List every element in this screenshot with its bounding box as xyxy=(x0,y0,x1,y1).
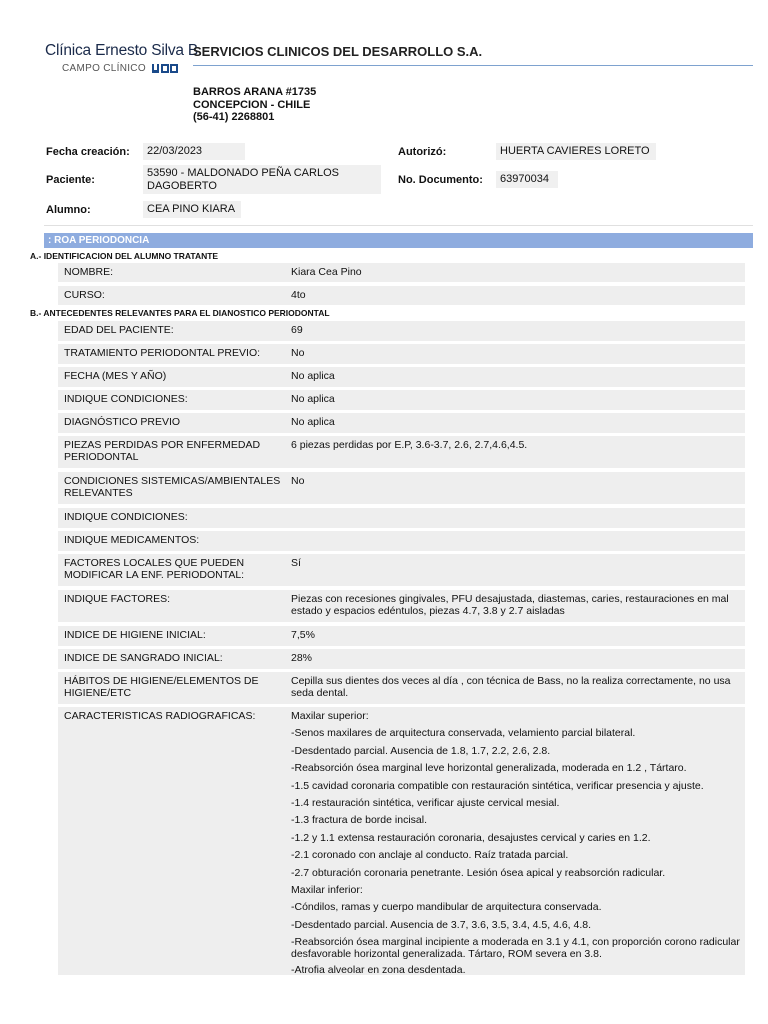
row-label: INDIQUE MEDICAMENTOS: xyxy=(64,534,200,546)
row-value: 28% xyxy=(291,652,313,664)
radio-line: -2.1 coronado con anclaje al conducto. Raíz tratada parcial. xyxy=(291,849,569,862)
row-value: Piezas con recesiones gingivales, PFU desajustada, diastemas, caries, restauraciones en mal estado y espacios edéntulos, piezas 4.7, 3.8 y 2.7 aisladas xyxy=(291,593,729,617)
radio-line: -1.4 restauración sintética, verificar ajuste cervical mesial. xyxy=(291,796,560,809)
form-row-medicamentos xyxy=(58,531,745,551)
row-label: INDIQUE CONDICIONES: xyxy=(64,511,188,523)
section-title: : ROA PERIODONCIA xyxy=(44,233,753,248)
row-value: No aplica xyxy=(291,370,335,382)
row-label: HÁBITOS DE HIGIENE/ELEMENTOS DE HIGIENE/ETC xyxy=(64,675,259,699)
form-row-edad xyxy=(58,321,745,341)
address-city: CONCEPCION - CHILE xyxy=(193,98,311,111)
radio-line: -1.2 y 1.1 extensa restauración coronaria, desajustes cervical y caries en 1.2. xyxy=(291,831,651,844)
row-label: PIEZAS PERDIDAS POR ENFERMEDAD PERIODONTAL xyxy=(64,439,261,463)
fecha-label: Fecha creación: xyxy=(46,146,130,158)
clinic-address xyxy=(193,86,316,124)
documento-label: No. Documento: xyxy=(398,174,483,186)
form-row-habitos xyxy=(58,672,745,704)
address-phone: (56-41) 2268801 xyxy=(193,111,275,123)
udd-logo-icon xyxy=(152,64,178,73)
clinic-logo-name: Clínica Ernesto Silva B. xyxy=(45,42,203,59)
row-label: NOMBRE: xyxy=(64,266,114,278)
campo-clinico-label: CAMPO CLÍNICO xyxy=(62,63,146,74)
paciente-label: Paciente: xyxy=(46,174,95,186)
row-label: INDIQUE FACTORES: xyxy=(64,593,170,605)
header-divider xyxy=(193,65,753,66)
row-label: TRATAMIENTO PERIODONTAL PREVIO: xyxy=(64,347,261,359)
radio-line: -Desdentado parcial. Ausencia de 3.7, 3.6, 3.5, 3.4, 4.5, 4.6, 4.8. xyxy=(291,918,592,931)
address-line: BARROS ARANA #1735 xyxy=(193,86,317,98)
row-value: 6 piezas perdidas por E.P, 3.6-3.7, 2.6, 2.7,4.6,4.5. xyxy=(291,439,528,451)
form-row-indique-condiciones xyxy=(58,508,745,528)
row-label: CURSO: xyxy=(64,289,105,301)
form-row-diagnostico xyxy=(58,413,745,433)
row-value: 4to xyxy=(291,289,306,301)
row-label: INDICE DE HIGIENE INICIAL: xyxy=(64,629,206,641)
radio-line: -Desdentado parcial. Ausencia de 1.8, 1.7, 2.2, 2.6, 2.8. xyxy=(291,744,551,757)
alumno-value: CEA PINO KIARA xyxy=(143,201,241,218)
row-value: No aplica xyxy=(291,393,335,405)
form-row-condiciones-sistemicas xyxy=(58,472,745,504)
radio-line: -Atrofia alveolar en zona desdentada. xyxy=(291,964,466,977)
row-value: No xyxy=(291,475,305,487)
row-label: CARACTERISTICAS RADIOGRAFICAS: xyxy=(64,710,256,722)
row-label: DIAGNÓSTICO PREVIO xyxy=(64,416,181,428)
row-label: FECHA (MES Y AÑO) xyxy=(64,370,167,382)
radio-line: -1.5 cavidad coronaria compatible con restauración sintética, verificar presencia y ajuste. xyxy=(291,779,704,792)
row-label: FACTORES LOCALES QUE PUEDEN MODIFICAR LA ENF. PERIODONTAL: xyxy=(64,557,245,581)
form-row-fecha xyxy=(58,367,745,387)
form-row-radiografia xyxy=(58,707,745,975)
form-row-tratamiento xyxy=(58,344,745,364)
form-row-curso xyxy=(58,286,745,305)
row-value: 69 xyxy=(291,324,303,336)
form-row-factores-locales xyxy=(58,554,745,586)
row-value: No aplica xyxy=(291,416,335,428)
form-row-nombre xyxy=(58,263,745,282)
form-row-condiciones xyxy=(58,390,745,410)
row-value: No xyxy=(291,347,305,359)
autorizo-value: HUERTA CAVIERES LORETO xyxy=(496,143,656,160)
radio-line: -1.3 fractura de borde incisal. xyxy=(291,814,427,827)
alumno-label: Alumno: xyxy=(46,204,91,216)
header-separator xyxy=(44,225,753,226)
row-label: CONDICIONES SISTEMICAS/AMBIENTALES RELEVANTES xyxy=(64,475,281,499)
row-label: EDAD DEL PACIENTE: xyxy=(64,324,174,336)
radio-line: -2.7 obturación coronaria penetrante. Lesión ósea apical y reabsorción radicular. xyxy=(291,866,666,879)
radio-line: Maxilar inferior: xyxy=(291,883,363,896)
radio-line: -Reabsorción ósea marginal leve horizontal generalizada, moderada en 1.2 , Tártaro. xyxy=(291,762,687,775)
clinic-logo-subtitle xyxy=(62,63,178,74)
documento-value: 63970034 xyxy=(496,171,558,188)
fecha-value: 22/03/2023 xyxy=(143,143,245,160)
row-label: INDICE DE SANGRADO INICIAL: xyxy=(64,652,223,664)
row-value: Kiara Cea Pino xyxy=(291,266,362,278)
paciente-value: 53590 - MALDONADO PEÑA CARLOS DAGOBERTO xyxy=(143,165,381,194)
radiografia-findings xyxy=(291,710,741,981)
form-row-sangrado xyxy=(58,649,745,669)
row-value: Sí xyxy=(291,557,301,569)
autorizo-label: Autorizó: xyxy=(398,146,447,158)
row-value: 7,5% xyxy=(291,629,315,641)
subheading-a: A.- IDENTIFICACION DEL ALUMNO TRATANTE xyxy=(30,251,219,261)
row-value: Cepilla sus dientes dos veces al día , con técnica de Bass, no la realiza correctamente, no usa seda dental. xyxy=(291,675,731,699)
form-row-higiene xyxy=(58,626,745,646)
subheading-b: B.- ANTECEDENTES RELEVANTES PARA EL DIANOSTICO PERIODONTAL xyxy=(30,308,330,318)
row-label: INDIQUE CONDICIONES: xyxy=(64,393,188,405)
radio-line: Maxilar superior: xyxy=(291,710,369,722)
radio-line: -Cóndilos, ramas y cuerpo mandibular de arquitectura conservada. xyxy=(291,901,602,914)
radio-line: -Reabsorción ósea marginal incipiente a moderada en 3.1 y 4.1, con proporción corono radicular desfavorable horizontal generalizada. Tártaro, ROM severa en 3.8. xyxy=(291,936,740,961)
form-row-indique-factores xyxy=(58,590,745,622)
form-row-piezas-perdidas xyxy=(58,436,745,468)
company-name: SERVICIOS CLINICOS DEL DESARROLLO S.A. xyxy=(193,44,483,59)
radio-line: -Senos maxilares de arquitectura conservada, velamiento parcial bilateral. xyxy=(291,727,636,740)
